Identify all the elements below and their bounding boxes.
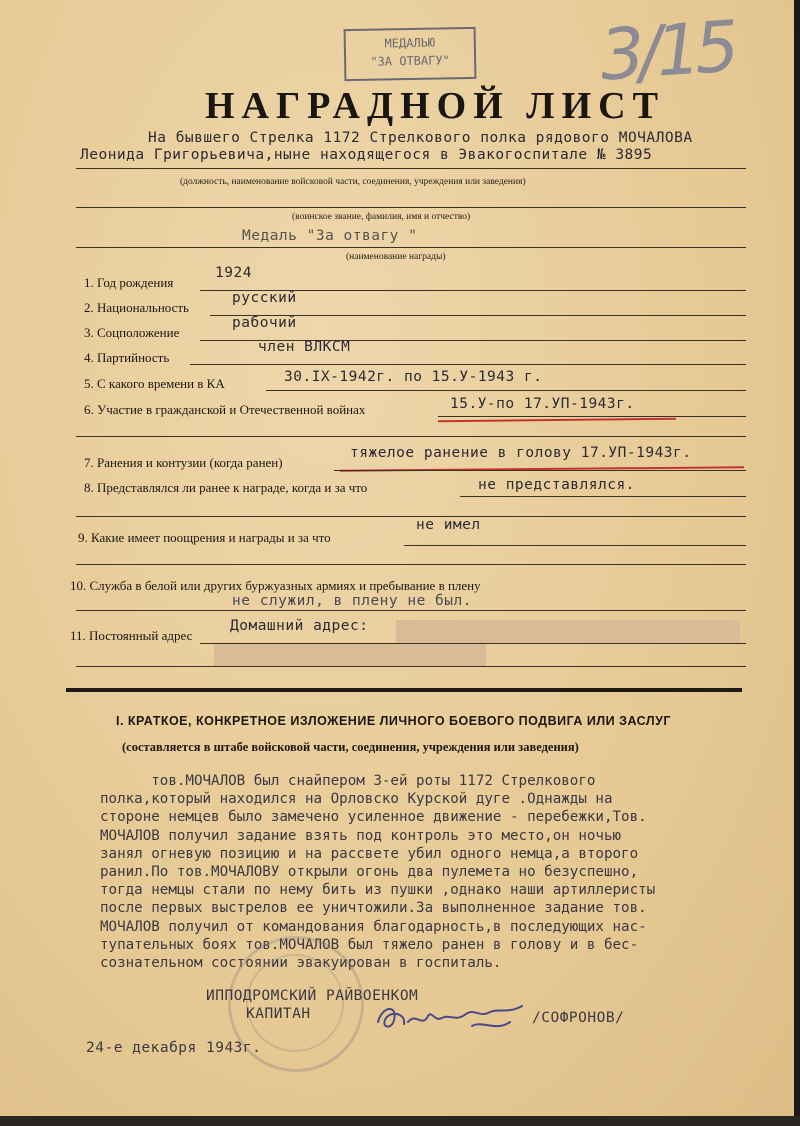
field-4-label: 4. Партийность bbox=[84, 350, 170, 365]
field-9-rule bbox=[404, 545, 746, 546]
feat-line: МОЧАЛОВ получил задание взять под контроль это место,он ночью bbox=[100, 827, 622, 844]
header-line-1: На бывшего Стрелка 1172 Стрелкового полка рядового МОЧАЛОВА bbox=[148, 130, 693, 146]
field-1-label: 1. Год рождения bbox=[84, 275, 174, 290]
feat-line: занял огневую позицию и на рассвете убил одного немца,а второго bbox=[100, 845, 639, 862]
field-10-label: 10. Служба в белой или других буржуазных армиях и пребывание в плену bbox=[70, 578, 481, 593]
field-11-rule bbox=[200, 643, 746, 644]
field-6-red-underline bbox=[438, 418, 676, 422]
section-divider-rule bbox=[66, 688, 742, 692]
field-5-label: 5. С какого времени в КА bbox=[84, 376, 225, 391]
signatory-organization: ИППОДРОМСКИЙ РАЙВОЕНКОМ bbox=[206, 988, 419, 1004]
stamp-line-2: "ЗА ОТВАГУ" bbox=[370, 53, 450, 69]
field-10-rule bbox=[76, 610, 746, 611]
field-3-label: 3. Соцположение bbox=[84, 325, 180, 340]
feat-line: ранил.По тов.МОЧАЛОВУ открыли огонь два пулемета но безуспешно, bbox=[100, 864, 639, 881]
field-11-rule-2 bbox=[76, 666, 746, 667]
field-11-value: Домашний адрес: bbox=[230, 618, 369, 634]
document-title: НАГРАДНОЙ ЛИСТ bbox=[205, 85, 665, 127]
field-4-rule bbox=[190, 364, 746, 365]
section-heading: I. КРАТКОЕ, КОНКРЕТНОЕ ИЗЛОЖЕНИЕ ЛИЧНОГО БОЕВОГО ПОДВИГА ИЛИ ЗАСЛУГ bbox=[116, 714, 672, 728]
field-2-label: 2. Национальность bbox=[84, 300, 189, 315]
field-6-value: 15.У-по 17.УП-1943г. bbox=[450, 396, 635, 412]
field-10-value: не служил, в плену не был. bbox=[232, 593, 472, 609]
feat-line: после первых выстрелов ее уничтожили.За выполненное задание тов. bbox=[100, 900, 647, 917]
field-3-value: рабочий bbox=[232, 315, 297, 331]
field-9-value: не имел bbox=[416, 517, 481, 533]
scan-edge-bottom bbox=[0, 1116, 800, 1126]
field-1-value: 1924 bbox=[215, 265, 252, 281]
caption-position: (должность, наименование войсковой части, соединения, учреждения или заведения) bbox=[180, 177, 526, 187]
stamp-line-1: МЕДАЛЬЮ bbox=[384, 35, 436, 51]
header-rule-1 bbox=[76, 168, 746, 169]
section-subheading: (составляется в штабе войсковой части, соединения, учреждения или заведения) bbox=[122, 740, 579, 754]
field-8-rule bbox=[460, 496, 746, 497]
header-line-2: Леонида Григорьевича,ныне находящегося в Эвакогоспитале № 3895 bbox=[80, 147, 653, 163]
field-7-rule bbox=[334, 470, 746, 471]
header-rule-2 bbox=[76, 207, 746, 208]
signatory-rank: КАПИТАН bbox=[246, 1006, 311, 1022]
field-8-rule-2 bbox=[76, 516, 746, 517]
field-6-rule-2 bbox=[76, 436, 746, 437]
caption-award: (наименование награды) bbox=[346, 252, 446, 262]
field-6-label: 6. Участие в гражданской и Отечественной войнах bbox=[84, 402, 366, 417]
field-11-label: 11. Постоянный адрес bbox=[70, 628, 193, 643]
feat-line: МОЧАЛОВ получил от командования благодарность,в последующих нас- bbox=[100, 918, 647, 935]
field-6-rule bbox=[438, 416, 746, 417]
field-5-value: 30.IX-1942г. по 15.У-1943 г. bbox=[284, 369, 543, 385]
signatory-name: /СОФРОНОВ/ bbox=[532, 1010, 625, 1026]
address-redaction-1 bbox=[396, 620, 740, 644]
feat-line: сознательном состоянии эвакуирован в госпиталь. bbox=[100, 955, 502, 972]
feat-line: тупательных боях тов.МОЧАЛОВ был тяжело ранен в голову и в бес- bbox=[100, 936, 639, 953]
field-9-label: 9. Какие имеет поощрения и награды и за что bbox=[78, 530, 331, 545]
feat-description bbox=[100, 772, 800, 972]
field-7-value: тяжелое ранение в голову 17.УП-1943г. bbox=[350, 445, 692, 461]
field-8-value: не представлялся. bbox=[478, 477, 635, 493]
address-redaction-2 bbox=[214, 643, 486, 667]
document-date: 24-е декабря 1943г. bbox=[86, 1040, 262, 1056]
feat-line: тов.МОЧАЛОВ был снайпером 3-ей роты 1172 Стрелкового bbox=[100, 773, 596, 789]
feat-line: полка,который находился на Орловско Курской дуге .Однажды на bbox=[100, 791, 613, 808]
field-5-rule bbox=[266, 390, 746, 391]
handwritten-number: 3/15 bbox=[597, 5, 736, 97]
award-name: Медаль "За отвагу " bbox=[242, 228, 418, 244]
award-stamp bbox=[344, 27, 477, 81]
handwritten-signature bbox=[372, 992, 552, 1040]
feat-line: стороне немцев было замечено усиленное движение - перебежки,Тов. bbox=[100, 809, 647, 826]
field-8-label: 8. Представлялся ли ранее к награде, когда и за что bbox=[84, 480, 368, 495]
field-7-label: 7. Ранения и контузии (когда ранен) bbox=[84, 455, 283, 470]
feat-line: тогда немцы стали по нему бить из пушки ,однако наши артиллеристы bbox=[100, 882, 656, 899]
caption-name: (воинское звание, фамилия, имя и отчество) bbox=[292, 212, 471, 222]
field-9-rule-2 bbox=[76, 564, 746, 565]
field-2-value: русский bbox=[232, 290, 297, 306]
header-rule-3 bbox=[76, 247, 746, 248]
field-4-value: член ВЛКСМ bbox=[258, 339, 351, 355]
